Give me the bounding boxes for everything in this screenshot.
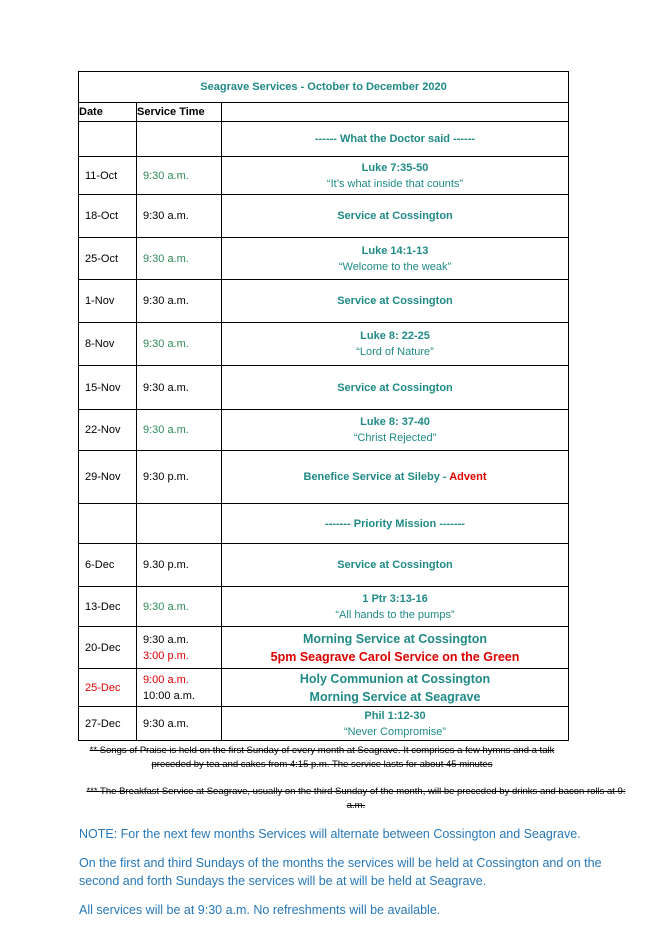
table-row bbox=[79, 544, 569, 587]
row-time bbox=[137, 669, 222, 707]
row-date: 15-Nov bbox=[79, 366, 137, 410]
scripture-ref: Luke 8: 37-40 bbox=[360, 416, 430, 428]
service-line-1: Holy Communion at Cossington bbox=[299, 671, 491, 686]
header-time: Service Time bbox=[137, 103, 222, 122]
row-time: 9:30 a.m. bbox=[137, 587, 222, 627]
table-row bbox=[79, 587, 569, 627]
row-time: 9.30 p.m. bbox=[137, 544, 222, 587]
row-service bbox=[222, 627, 569, 669]
note-alternate: NOTE: For the next few months Services will alternate between Cossington and Seagrave. bbox=[79, 827, 581, 841]
row-time: 9:30 a.m. bbox=[137, 157, 222, 195]
row-time bbox=[137, 504, 222, 544]
table-row bbox=[79, 323, 569, 366]
section-heading: ------ What the Doctor said ------ bbox=[222, 122, 569, 157]
row-date bbox=[79, 122, 137, 157]
time-second: 3:00 p.m. bbox=[143, 649, 189, 662]
advent-label: Advent bbox=[449, 471, 487, 483]
row-service: Service at Cossington bbox=[222, 195, 569, 238]
row-time bbox=[137, 627, 222, 669]
row-service bbox=[222, 323, 569, 366]
row-date: 20-Dec bbox=[79, 627, 137, 669]
sermon-title: “It’s what inside that counts” bbox=[326, 177, 464, 190]
row-service bbox=[222, 157, 569, 195]
table-row bbox=[79, 410, 569, 451]
note-sundays: On the first and third Sundays of the months the services will be held at Cossington and on the second and forth Sundays the services will be at will be held at Seagrave. bbox=[79, 856, 602, 888]
row-date: 1-Nov bbox=[79, 280, 137, 323]
row-service bbox=[222, 707, 569, 741]
sermon-title: “Lord of Nature” bbox=[356, 346, 434, 358]
row-time: 9:30 a.m. bbox=[137, 323, 222, 366]
row-date: 25-Dec bbox=[79, 669, 137, 707]
table-row bbox=[79, 238, 569, 280]
scripture-ref: Luke 7:35-50 bbox=[361, 161, 429, 174]
row-date: 25-Oct bbox=[79, 238, 137, 280]
table-row bbox=[79, 707, 569, 741]
service-line-2: 5pm Seagrave Carol Service on the Green bbox=[270, 649, 520, 664]
table-title: Seagrave Services - October to December 2020 bbox=[79, 72, 569, 103]
service-line-1: Morning Service at Cossington bbox=[302, 631, 488, 646]
row-time bbox=[137, 122, 222, 157]
row-time: 9:30 a.m. bbox=[137, 280, 222, 323]
table-row bbox=[79, 366, 569, 410]
scripture-ref: 1 Ptr 3:13-16 bbox=[362, 592, 428, 605]
scripture-ref: Luke 14:1-13 bbox=[361, 244, 429, 257]
row-time: 9:30 a.m. bbox=[137, 366, 222, 410]
service-line-2: Morning Service at Seagrave bbox=[309, 689, 481, 704]
time-second: 10:00 a.m. bbox=[143, 689, 195, 702]
row-date: 13-Dec bbox=[79, 587, 137, 627]
header-service bbox=[222, 103, 569, 122]
row-time: 9:30 a.m. bbox=[137, 195, 222, 238]
table-row bbox=[79, 451, 569, 504]
sermon-title: “All hands to the pumps” bbox=[335, 608, 455, 621]
row-service: Service at Cossington bbox=[222, 280, 569, 323]
table-row bbox=[79, 627, 569, 669]
row-date: 22-Nov bbox=[79, 410, 137, 451]
sermon-title: “Christ Rejected” bbox=[353, 432, 437, 444]
row-date: 8-Nov bbox=[79, 323, 137, 366]
row-time: 9:30 p.m. bbox=[137, 451, 222, 504]
table-row bbox=[79, 157, 569, 195]
time-first: 9:00 a.m. bbox=[143, 673, 189, 686]
time-first: 9:30 a.m. bbox=[143, 633, 189, 646]
table-row bbox=[79, 195, 569, 238]
footnote-breakfast: *** The Breakfast Service at Seagrave, usually on the third Sunday of the month, will be preceded by drinks and bacon rolls at 9: a.m. bbox=[86, 786, 626, 811]
note-all-services: All services will be at 9:30 a.m. No refreshments will be available. bbox=[79, 903, 441, 917]
row-time: 9:30 a.m. bbox=[137, 410, 222, 451]
row-time: 9:30 a.m. bbox=[137, 238, 222, 280]
services-table bbox=[78, 71, 569, 741]
scripture-ref: Luke 8: 22-25 bbox=[360, 330, 430, 342]
row-time: 9:30 a.m. bbox=[137, 707, 222, 741]
row-date: 18-Oct bbox=[79, 195, 137, 238]
row-service bbox=[222, 238, 569, 280]
row-date: 27-Dec bbox=[79, 707, 137, 741]
sermon-title: “Welcome to the weak” bbox=[338, 260, 452, 273]
row-date: 6-Dec bbox=[79, 544, 137, 587]
table-row bbox=[79, 669, 569, 707]
row-date: 29-Nov bbox=[79, 451, 137, 504]
row-service: Service at Cossington bbox=[222, 366, 569, 410]
header-date: Date bbox=[79, 103, 137, 122]
table-row bbox=[79, 122, 569, 157]
table-row bbox=[79, 504, 569, 544]
row-service bbox=[222, 587, 569, 627]
service-text: Benefice Service at Sileby - bbox=[303, 471, 450, 483]
row-service bbox=[222, 410, 569, 451]
row-service bbox=[222, 669, 569, 707]
row-service: Service at Cossington bbox=[222, 544, 569, 587]
row-date: 11-Oct bbox=[79, 157, 137, 195]
row-date bbox=[79, 504, 137, 544]
scripture-ref: Phil 1:12-30 bbox=[364, 709, 426, 722]
footnote-songs: ** Songs of Praise is held on the first Sunday of every month at Seagrave. It comprises a few hymns and a talk preceded by tea and cakes from 4:15 p.m. The service lasts for about 45 minutes bbox=[89, 745, 555, 770]
sermon-title: “Never Compromise” bbox=[343, 725, 447, 738]
table-row bbox=[79, 280, 569, 323]
row-service bbox=[222, 451, 569, 504]
section-heading: ------- Priority Mission ------- bbox=[222, 504, 569, 544]
